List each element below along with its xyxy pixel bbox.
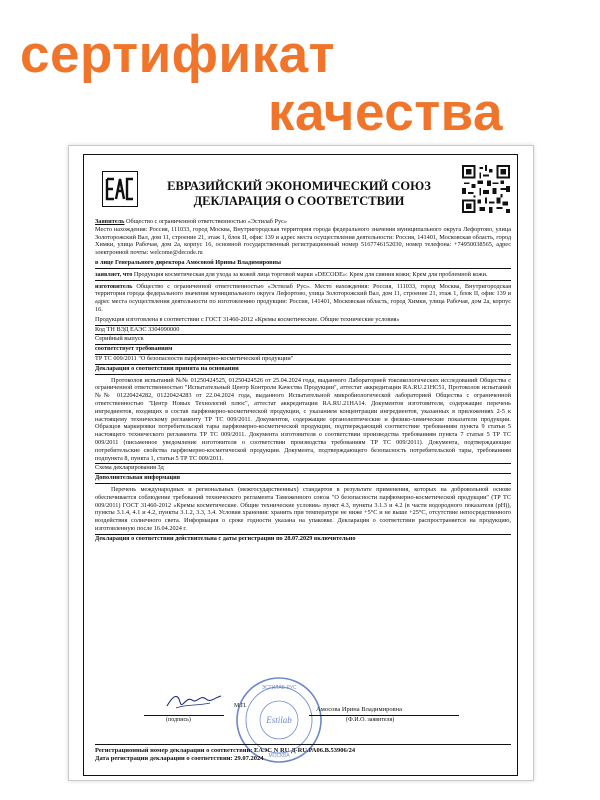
eac-logo	[102, 171, 138, 207]
declaration-scheme: Схема декларирования 3д	[95, 464, 164, 472]
basis-label: Декларация о соответствии принята на основании	[95, 364, 239, 372]
complies-label: соответствует требованиям	[95, 345, 173, 353]
applicant-address: Место нахождения: Россия, 111033, город Москва, Внутригородская территория города федерального значения муниципального округа Лефортово, улица Золоторожский Вал, дом 11, строение 21, этаж 1, блок II, офис 139 и адрес места осуществления деятельности: Россия, 141401, Московская область, город Химки, улица Рабочая, дом 2а, корпус 16, основной государственный регистрационный номер 5167746152030, номер телефона: +74950038565, адрес электронной почты: welcome@decode.ru	[95, 225, 511, 257]
declaration-body	[95, 218, 511, 542]
representative: в лице Генерального директора Амосовой Ирины Владимировны	[95, 258, 281, 266]
additional-info-label: Дополнительная информация	[95, 474, 181, 482]
handwritten-signature	[164, 690, 224, 712]
union-title: ЕВРАЗИЙСКИЙ ЭКОНОМИЧЕСКИЙ СОЮЗ	[167, 179, 431, 193]
applicant-paragraph	[95, 218, 511, 226]
svg-text:МОСКВА: МОСКВА	[268, 753, 290, 759]
signer-name: Амосова Ирина Владимировна	[316, 706, 403, 713]
name-line	[309, 715, 459, 716]
manufacturer-paragraph	[95, 283, 511, 314]
applicant-label: Заявитель	[95, 218, 125, 225]
manufacturer: Общество с ограниченной ответственностью «Эстилаб Рус». Место нахождения: Россия, 111033, город Москва, Внутригородская территория города федерального значения муниципального округа Лефортово, улица Золоторожский Вал, дом 11, строение 21, этаж 1, блок II, офис 139 и адрес места осуществления деятельности по изготовлению продукции: Россия, 141401, Московская область, город Химки, улица Рабочая, дом 2а, корпус 16.	[95, 282, 512, 313]
document-frame	[83, 154, 518, 776]
additional-info-text: Перечень международных и региональных (межгосударственных) стандартов в результате применения, которых на добровольной основе обеспечивается соблюдение требований технического регламента Таможенного союза "О безопасности парфюмерно-косметической продукции" (ТР ТС 009/2011) ГОСТ 31460-2012 «Кремы косметические. Общие технические условия» пункт 4.3, пункты 3.1.3 и 4.2 (в части водородного показателя (pH)), пункты 3.1.4, 4.1 и 4.2, пункты 3.1.2, 3.3, 3.4. Условия хранения: хранить при температуре не ниже +5°С и не выше +25°С, отсутствие непосредственного воздействия солнечного света. Информация о сроке годности указана на упаковке. Декларация о соответствии распространяется на продукцию, изготовленную после 16.04.2024 г.	[95, 485, 511, 532]
applicant-name: Общество с ограниченной ответственностью «Эстилаб Рус»	[126, 218, 288, 225]
stamp-label: М.П.	[234, 703, 247, 709]
document-title	[149, 179, 449, 209]
declares-label: заявляет, что	[95, 270, 133, 278]
regulation: ТР ТС 009/2011 "О безопасности парфюмерно-косметической продукции"	[95, 354, 294, 362]
headline-line-1: сертификат	[20, 25, 336, 84]
validity-period: Декларация о соответствии действительна с даты регистрации по 28.07.2029 включительно	[95, 534, 356, 542]
manufacturer-label: изготовитель	[95, 282, 133, 290]
name-caption: (Ф.И.О. заявителя)	[346, 717, 395, 723]
svg-text:Estilab: Estilab	[266, 715, 292, 725]
svg-text:ЭСТИЛАБ РУС: ЭСТИЛАБ РУС	[261, 685, 297, 691]
product: Продукция косметическая для ухода за кожей лица торговой марки «DECODE»: Крем для сияния кожи; Крем для проблемной кожи.	[133, 270, 488, 278]
serial-release: Серийный выпуск	[95, 335, 144, 343]
headline-line-2: качества	[268, 83, 504, 142]
declaration-title: ДЕКЛАРАЦИЯ О СООТВЕТСТВИИ	[193, 194, 405, 208]
signature-line	[144, 715, 224, 716]
declaration-sheet	[68, 145, 534, 781]
standard: Продукция изготовлена в соответствии с ГОСТ 31460-2012 «Кремы косметические. Общие технические условия»	[95, 315, 400, 323]
product-paragraph	[95, 271, 511, 279]
registration-info	[95, 743, 511, 763]
qr-code-icon	[462, 165, 510, 213]
tnved-code: Код ТН ВЭД ЕАЭС 3304990000	[95, 325, 180, 333]
signature-caption: (подпись)	[166, 717, 191, 723]
registration-number: Регистрационный номер декларации о соответствии: ЕАЭС N RU Д-RU.РА06.В.53906/24	[95, 747, 356, 754]
registration-date: Дата регистрации декларации о соответствии: 29.07.2024	[95, 755, 264, 762]
basis-text: Протоколов испытаний №№ 01250424525, 01250424526 от 25.04.2024 года, выданного Лабораторией токсикологических исследований Общества с ограниченной ответственностью "Испытательный Центр Контроля Качества Продукции", аттестат аккредитации RA.RU.21HC51, Протоколов испытаний №№ 01220424282, 01220424283 от 22.04.2024 года, выданного Испытательной микробиологической лабораторией Общества с ограниченной ответственностью "Центр Новых Технологий плюс", аттестат аккредитации RA.RU.21HA14. Документов изготовителя, содержащие перечень ингредиентов, входящих в состав парфюмерно-косметической продукции, с указанием концентрации ингредиентов, указанных в приложениях 2-5 к настоящему техническому регламенту ТР ТС 009/2011. Документов, содержащие органолептические и физико-химические показатели продукции. Образцов маркировки потребительской тары парфюмерно-косметической продукции, подтверждающий соответствие требованиям пункта 9 статьи 5 настоящего технического регламента ТР ТС 009/2011. Документа изготовителя о соответствии производства требованиям пункта 7 статьи 5 ТР ТС 009/2011 (письменное уведомление изготовителя о соответствии производства требованиям ТР ТС 009/2011). Документа, подтверждающие потребительские свойства парфюмерно-косметической продукции. Документа, подтверждающего безопасность потребительской тары, требованиям подпункта 8, пункта 1, статьи 5 ТР ТС 009/2011.	[95, 376, 511, 462]
